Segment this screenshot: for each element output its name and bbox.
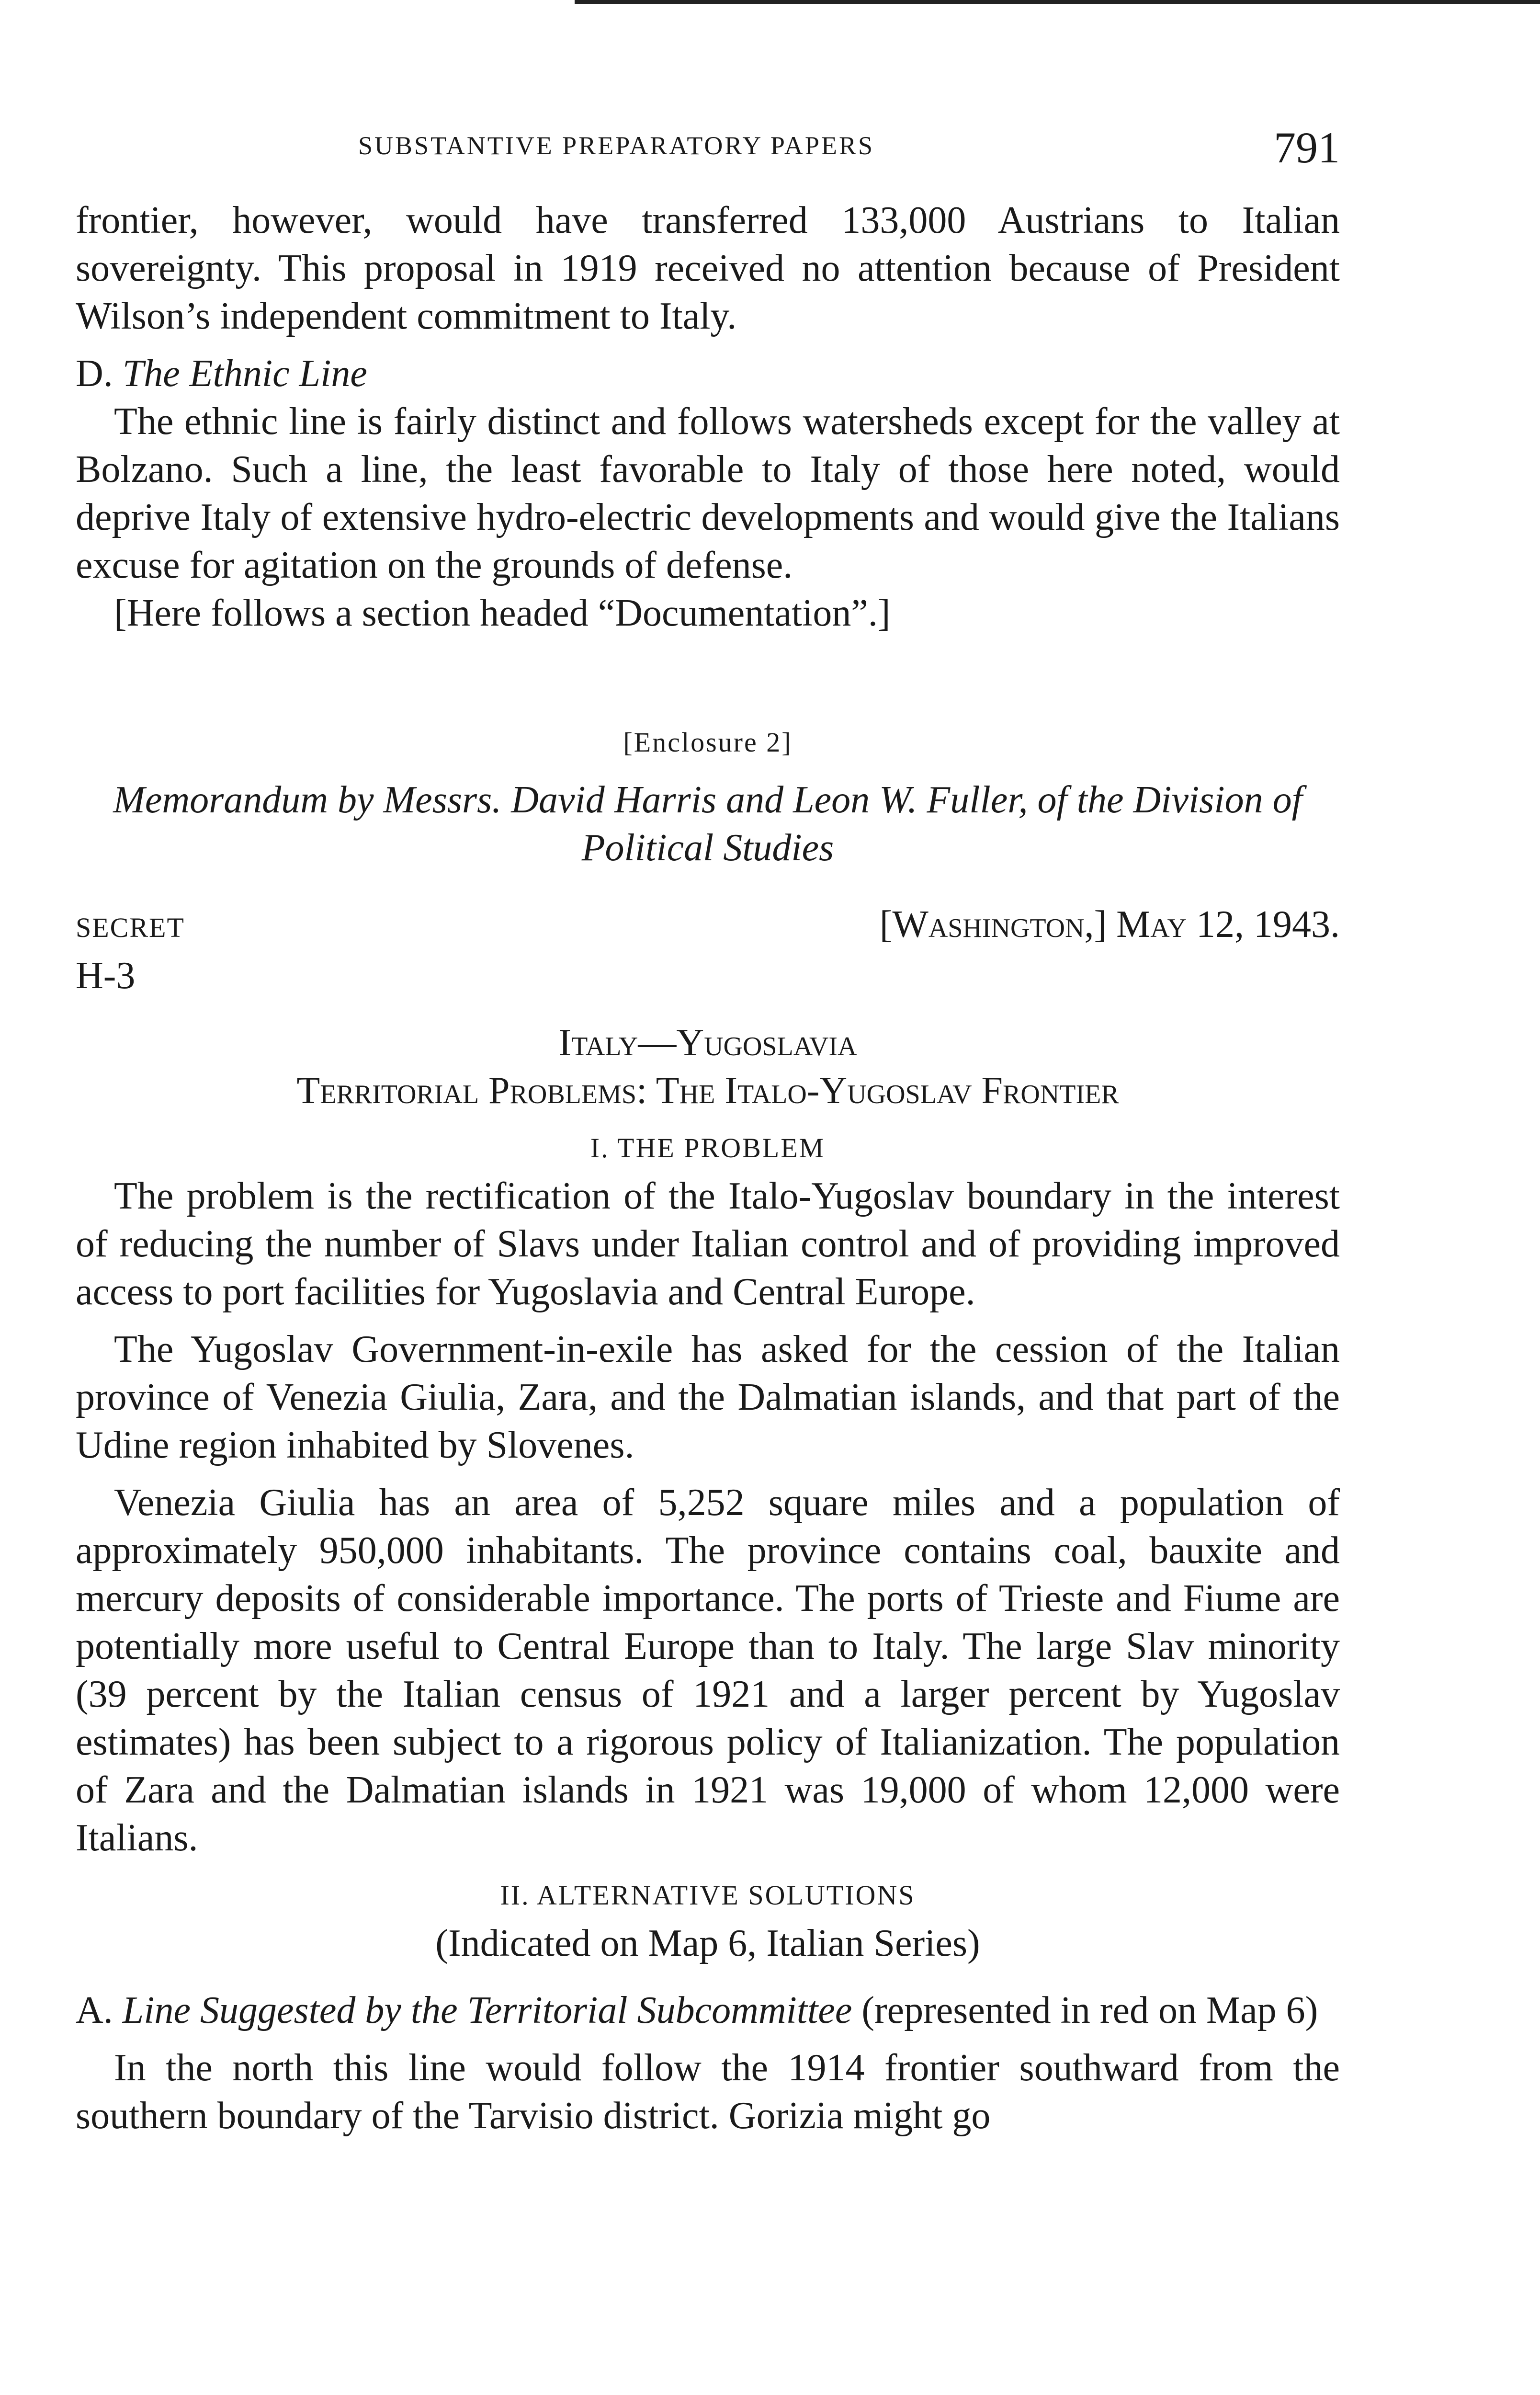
section-d-title: The Ethnic Line xyxy=(122,353,367,395)
memorandum-title xyxy=(76,776,1340,872)
section-d-heading xyxy=(76,350,1340,398)
section-d-label: D. xyxy=(76,353,113,395)
section-2-heading: II. ALTERNATIVE SOLUTIONS xyxy=(500,1880,916,1911)
section-1-paragraph-2: The Yugoslav Government-in-exile has asked for the cession of the Italian province of Venezia Giulia, Zara, and the Dalmatian islands, and that part of the Udine region inhabited by Slovenes. xyxy=(76,1328,1340,1466)
item-a-title: Line Suggested by the Territorial Subcommittee xyxy=(122,1989,852,2031)
continuation-paragraph: frontier, however, would have transferred 133,000 Austrians to Italian sovereignty. This proposal in 1919 received no attention because of President Wilson’s independent commitment to Italy. xyxy=(76,199,1340,337)
section-2-subheading: (Indicated on Map 6, Italian Series) xyxy=(435,1922,980,1964)
editorial-note: [Here follows a section headed “Documentation”.] xyxy=(114,592,891,634)
subject-subheading: Territorial Problems: The Italo-Yugoslav Frontier xyxy=(296,1070,1119,1112)
classification-label: SECRET xyxy=(76,912,185,943)
enclosure-label: [Enclosure 2] xyxy=(623,727,793,758)
running-title: SUBSTANTIVE PREPARATORY PAPERS xyxy=(358,131,874,160)
top-rule xyxy=(575,0,1540,4)
memorandum-title-text: Memorandum by Messrs. David Harris and Leon W. Fuller, of the Division of Political Studies xyxy=(113,779,1302,869)
item-a-paragraph: In the north this line would follow the 1914 frontier southward from the southern boundary of the Tarvisio district. Gorizia might go xyxy=(76,2047,1340,2137)
place-date: [Washington,] May 12, 1943. xyxy=(879,903,1340,946)
running-head xyxy=(76,122,1340,175)
document-code: H-3 xyxy=(76,955,136,997)
subject-heading: Italy—Yugoslavia xyxy=(558,1022,857,1064)
item-a-heading xyxy=(76,1986,1340,2034)
page-number: 791 xyxy=(1274,123,1340,172)
item-a-label: A. xyxy=(76,1989,113,2031)
section-1-heading: I. THE PROBLEM xyxy=(590,1132,826,1163)
page-body xyxy=(76,196,1340,2140)
memo-meta-row xyxy=(76,901,1340,952)
section-d-paragraph: The ethnic line is fairly distinct and follows watersheds except for the valley at Bolzano. Such a line, the least favorable to Italy of those here noted, would deprive Italy of extensive hydro-electric developments and would give the Italians excuse for agitation on the grounds of defense. xyxy=(76,400,1340,586)
section-1-paragraph-3: Venezia Giulia has an area of 5,252 square miles and a population of approximately 950,000 inhabitants. The province contains coal, bauxite and mercury deposits of considerable importance. The ports of Trieste and Fiume are potentially more useful to Central Europe than to Italy. The large Slav minority (39 percent by the Italian census of 1921 and a larger percent by Yugoslav estimates) has been subject to a rigorous policy of Italianization. The population of Zara and the Dalmatian islands in 1921 was 19,000 of whom 12,000 were Italians. xyxy=(76,1482,1340,1859)
section-1-paragraph-1: The problem is the rectification of the Italo-Yugoslav boundary in the interest of reducing the number of Slavs under Italian control and of providing improved access to port facilities for Yugoslavia and Central Europe. xyxy=(76,1175,1340,1313)
item-a-note: (represented in red on Map 6) xyxy=(861,1989,1318,2031)
